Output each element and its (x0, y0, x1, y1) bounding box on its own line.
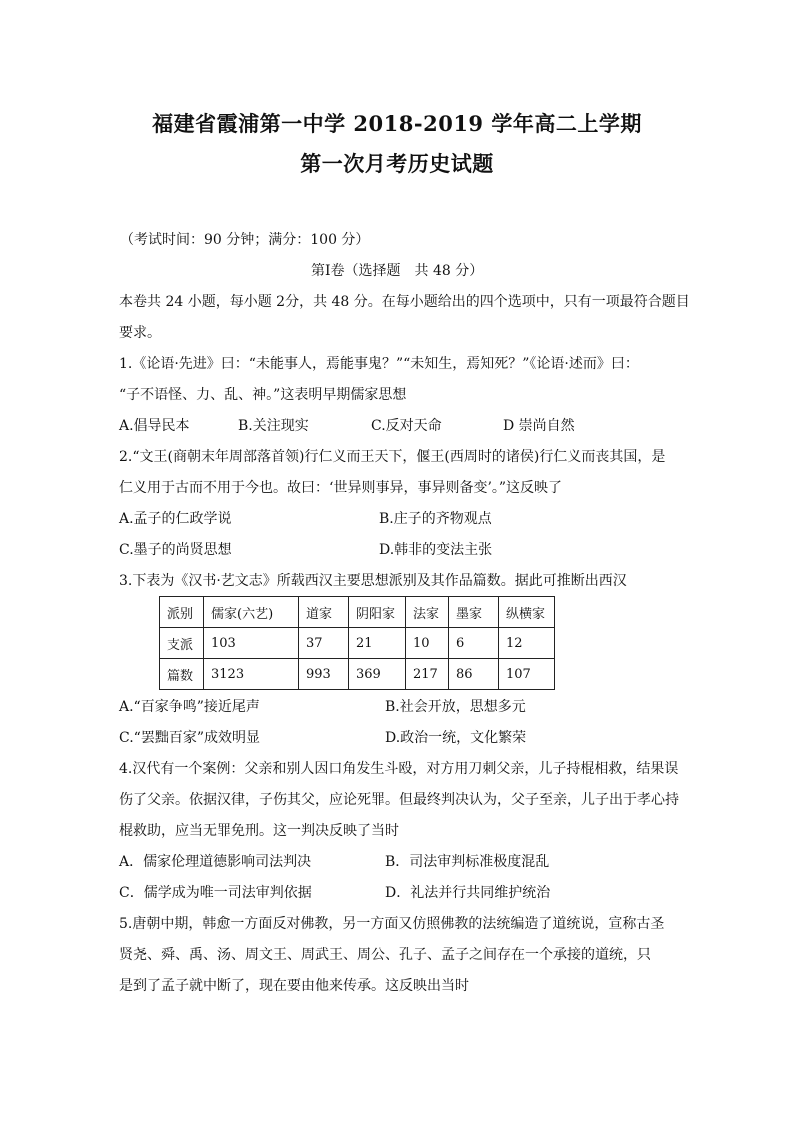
exam-title-line2: 第一次月考历史试题 (300, 151, 494, 176)
table-header-cell: 派别 (160, 597, 204, 628)
question-1-line1: 1.《论语·先进》曰：“未能事人，焉能事鬼？”“未知生，焉知死？”《论语·述而》曰： (119, 356, 639, 372)
table-header-cell: 法家 (406, 597, 449, 628)
table-row (160, 628, 555, 659)
question-2-line2: 仁义用于古而不用于今也。故曰：‘世异则事异，事异则备变’。”这反映了 (119, 480, 563, 496)
question-2-option-a: A.孟子的仁政学说 (119, 511, 232, 527)
table-cell: 支派 (160, 628, 204, 659)
question-3-option-c: C.“罢黜百家”成效明显 (119, 730, 260, 746)
question-4-line3: 棍救助，应当无罪免刑。这一判决反映了当时 (119, 823, 399, 839)
question-1-option-a: A.倡导民本 (119, 418, 190, 434)
table-cell: 12 (499, 628, 555, 659)
question-1-line2: “子不语怪、力、乱、神。”这表明早期儒家思想 (119, 387, 407, 403)
table-cell: 37 (299, 628, 349, 659)
question-5-line3: 是到了孟子就中断了，现在要由他来传承。这反映出当时 (119, 978, 469, 994)
question-2-option-d: D.韩非的变法主张 (379, 542, 493, 558)
table-header-cell: 道家 (299, 597, 349, 628)
question-2-option-b: B.庄子的齐物观点 (379, 511, 492, 527)
table-row (160, 659, 555, 690)
section-instructions-line2: 要求。 (119, 325, 161, 341)
question-4-option-a: A．儒家伦理道德影响司法判决 (119, 854, 312, 870)
table-header-row (160, 597, 555, 628)
table-cell: 10 (406, 628, 449, 659)
table-cell: 107 (499, 659, 555, 690)
table-header-cell: 墨家 (449, 597, 499, 628)
table-cell: 369 (349, 659, 406, 690)
table-cell: 篇数 (160, 659, 204, 690)
question-1-option-c: C.反对天命 (371, 418, 442, 434)
question-4-option-b: B．司法审判标准极度混乱 (385, 854, 550, 870)
question-3-option-a: A.“百家争鸣”接近尾声 (119, 699, 260, 715)
table-cell: 3123 (204, 659, 299, 690)
exam-title-line1: 福建省霞浦第一中学 2018-2019 学年高二上学期 (152, 111, 642, 136)
table-cell: 21 (349, 628, 406, 659)
question-3-line1: 3.下表为《汉书·艺文志》所载西汉主要思想派别及其作品篇数。据此可推断出西汉 (119, 573, 627, 589)
table-header-cell: 阴阳家 (349, 597, 406, 628)
exam-info: （考试时间：90 分钟；满分：100 分） (120, 232, 370, 248)
table-header-cell: 儒家(六艺) (204, 597, 299, 628)
table-cell: 6 (449, 628, 499, 659)
table-header-cell: 纵横家 (499, 597, 555, 628)
question-2-option-c: C.墨子的尚贤思想 (119, 542, 232, 558)
section-instructions-line1: 本卷共 24 小题，每小题 2分，共 48 分。在每小题给出的四个选项中，只有一项最符合题目 (119, 294, 690, 310)
question-1-option-d: D 崇尚自然 (503, 418, 575, 434)
section-title: 第Ⅰ卷（选择题 共 48 分） (311, 263, 484, 279)
table-cell: 86 (449, 659, 499, 690)
question-1-option-b: B.关注现实 (238, 418, 309, 434)
school-works-table (159, 596, 555, 690)
question-5-line1: 5.唐朝中期，韩愈一方面反对佛教，另一方面又仿照佛教的法统编造了道统说，宣称古圣 (119, 916, 665, 932)
question-4-line2: 伤了父亲。依据汉律，子伤其父，应论死罪。但最终判决认为，父子至亲，儿子出于孝心持 (119, 792, 679, 808)
question-4-option-c: C．儒学成为唯一司法审判依据 (119, 885, 312, 901)
question-3-option-d: D.政治一统，文化繁荣 (385, 730, 527, 746)
table-cell: 217 (406, 659, 449, 690)
question-4-line1: 4.汉代有一个案例：父亲和别人因口角发生斗殴，对方用刀刺父亲，儿子持棍相救，结果误 (119, 761, 679, 777)
table-cell: 993 (299, 659, 349, 690)
question-5-line2: 贤尧、舜、禹、汤、周文王、周武王、周公、孔子、孟子之间存在一个承接的道统，只 (119, 947, 651, 963)
question-4-option-d: D．礼法并行共同维护统治 (385, 885, 551, 901)
table-cell: 103 (204, 628, 299, 659)
question-3-option-b: B.社会开放，思想多元 (385, 699, 526, 715)
question-2-line1: 2.“文王(商朝末年周部落首领)行仁义而王天下，偃王(西周时的诸侯)行仁义而丧其国，是 (119, 449, 666, 465)
